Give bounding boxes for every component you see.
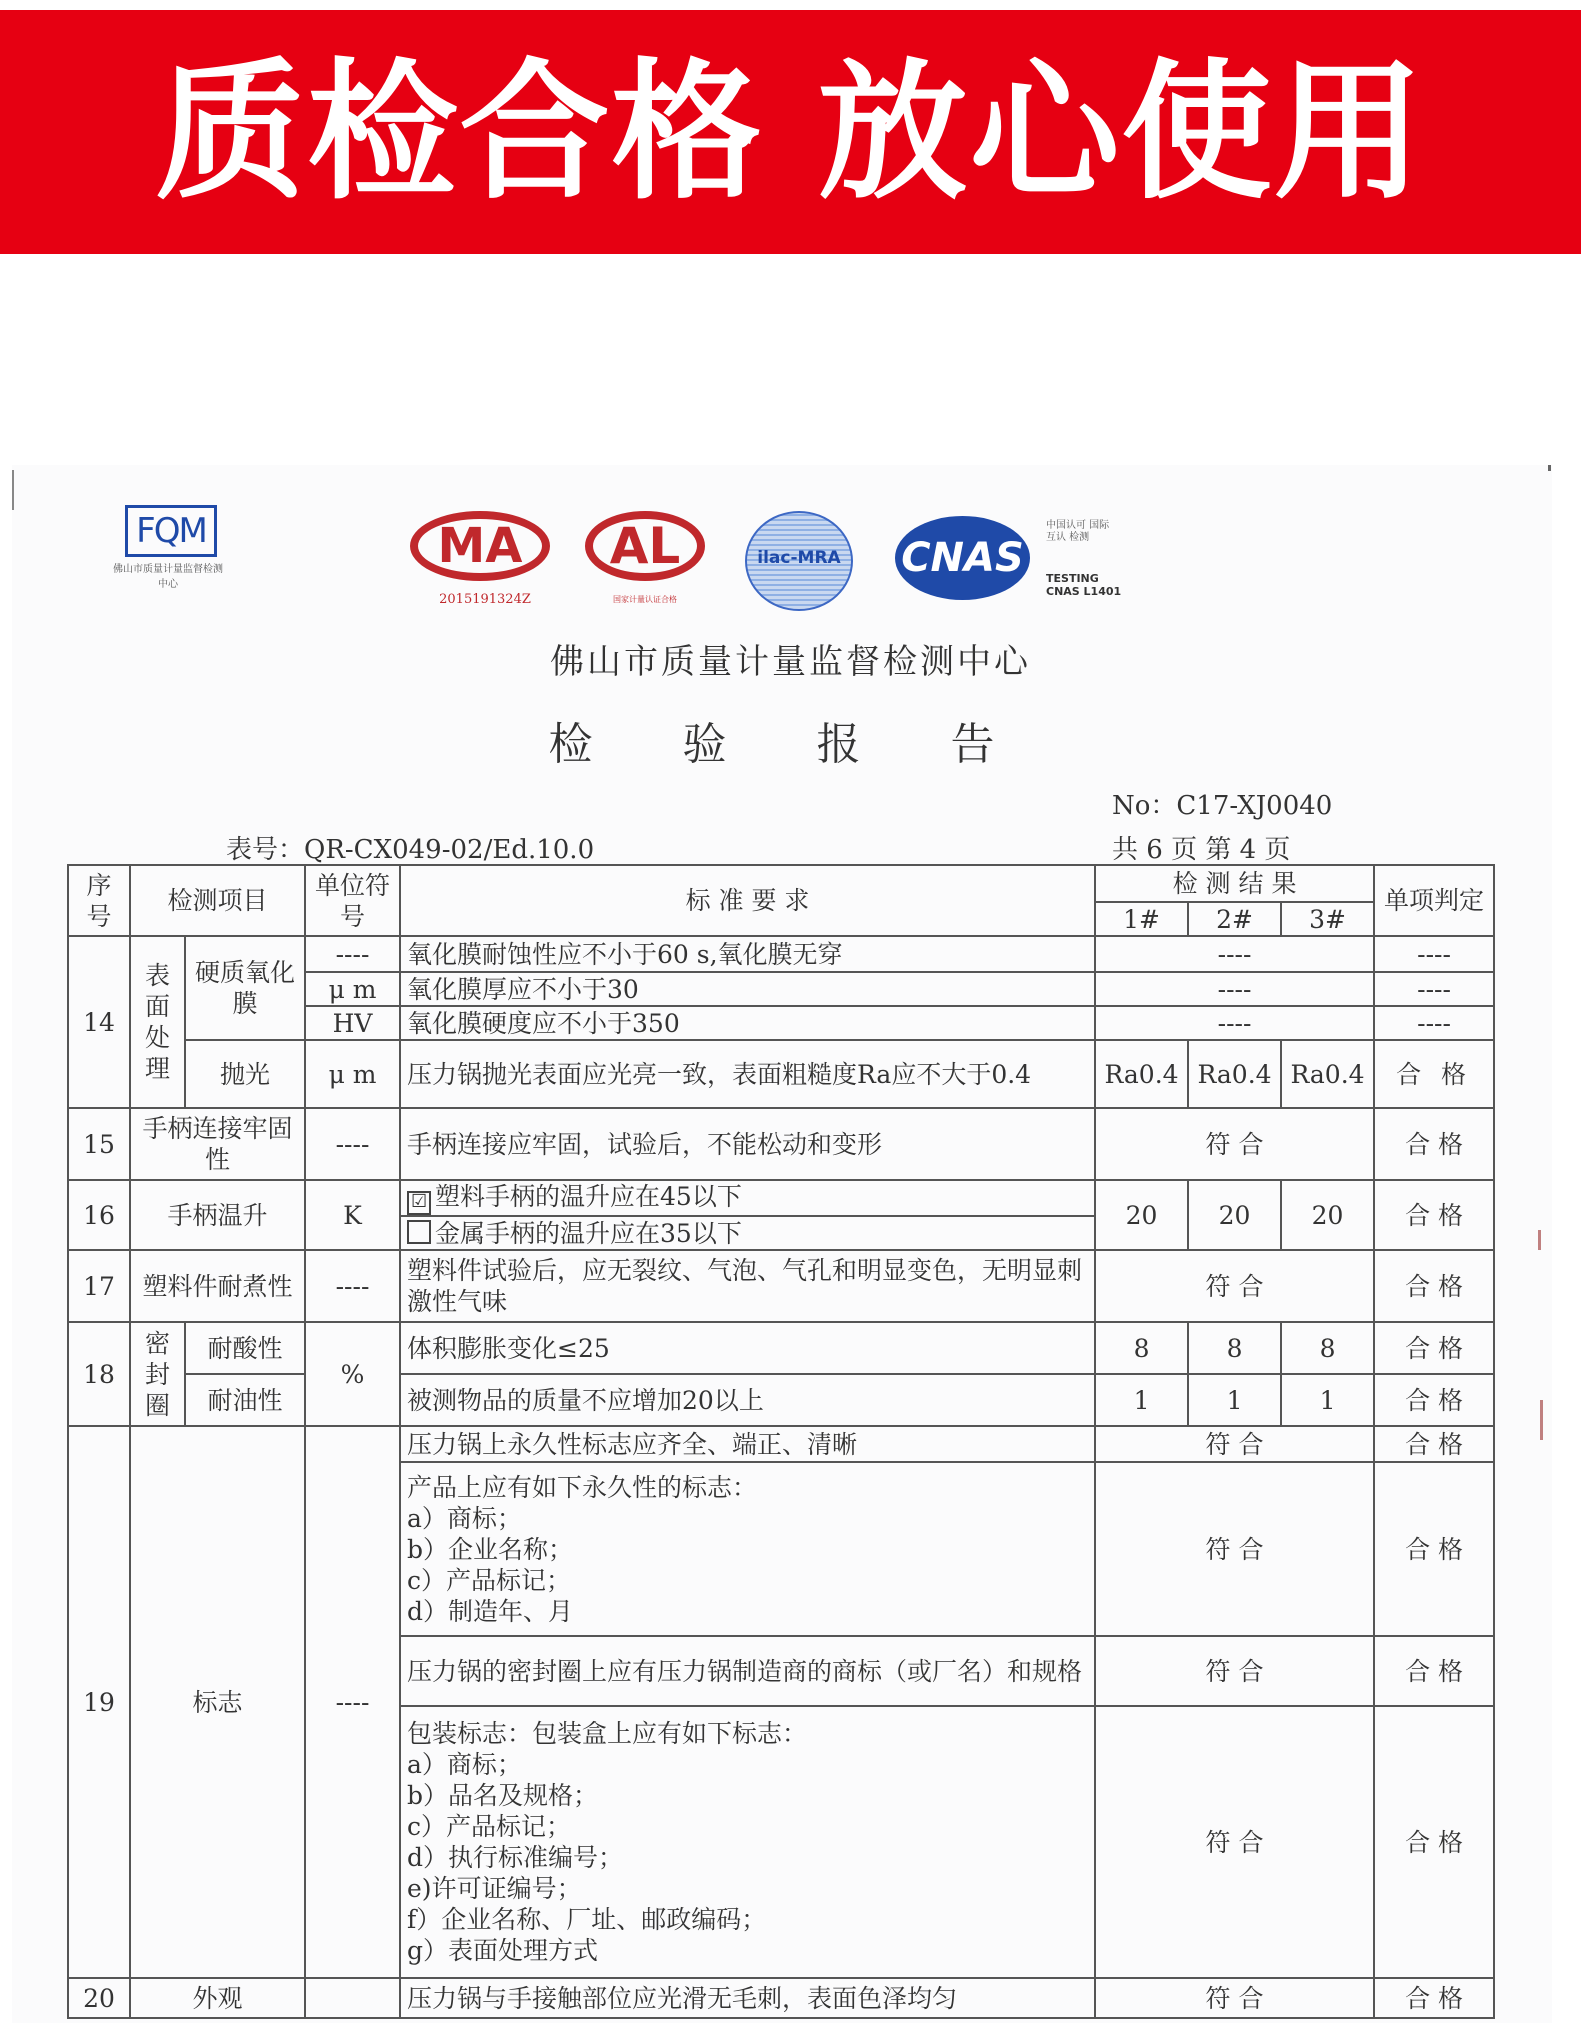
cnas-label: CNAS — [901, 535, 1024, 581]
row14-a1-standard: 氧化膜耐蚀性应不小于60 s,氧化膜无穿 — [400, 936, 1095, 972]
row19-standard-4 — [400, 1706, 1095, 1978]
row16-unit: K — [305, 1180, 400, 1250]
header-standard: 标 准 要 求 — [400, 865, 1095, 936]
report-number: No：C17-XJ0040 — [1112, 791, 1333, 821]
row19-standard-3: 压力锅的密封圈上应有压力锅制造商的商标（或厂名）和规格 — [400, 1636, 1095, 1706]
banner-title: 质检合格 放心使用 — [155, 46, 1426, 220]
cma-logo: MA — [410, 511, 550, 581]
row14-a3-verdict: ---- — [1374, 1006, 1494, 1040]
row18-a-standard: 体积膨胀变化≤25 — [400, 1322, 1095, 1374]
header-sample-1: 1# — [1095, 902, 1188, 936]
row19-verdict-2: 合 格 — [1374, 1462, 1494, 1636]
row14-a1-verdict: ---- — [1374, 936, 1494, 972]
row15-verdict: 合 格 — [1374, 1108, 1494, 1180]
row17-verdict: 合 格 — [1374, 1250, 1494, 1322]
stamp-mark — [1538, 1230, 1541, 1250]
row14-b-verdict: 合 格 — [1374, 1040, 1494, 1108]
cal-logo: AL — [585, 511, 705, 581]
stamp-mark — [1540, 1400, 1543, 1440]
row16-verdict: 合 格 — [1374, 1180, 1494, 1250]
header-item: 检测项目 — [130, 865, 305, 936]
row14-a2-verdict: ---- — [1374, 972, 1494, 1006]
row19-standard-2 — [400, 1462, 1095, 1636]
fqm-caption: 佛山市质量计量监督检测中心 — [113, 564, 223, 590]
row16-standard-metal-text: 金属手柄的温升应在35以下 — [435, 1218, 742, 1248]
row18-b-verdict: 合 格 — [1374, 1374, 1494, 1426]
row16-standard-metal — [400, 1216, 1095, 1250]
cma-number: 2015191324Z — [439, 592, 531, 607]
banner — [0, 10, 1581, 254]
row19-s4-line: e)许可证编号； — [407, 1874, 582, 1903]
header-sample-2: 2# — [1188, 902, 1281, 936]
row14-a1-unit: ---- — [305, 936, 400, 972]
row18-a-item: 耐酸性 — [185, 1322, 305, 1374]
row19-s4-line: 包装标志：包装盒上应有如下标志： — [407, 1719, 808, 1748]
row14-a2-standard: 氧化膜厚应不小于30 — [400, 972, 1095, 1006]
row19-verdict-1: 合 格 — [1374, 1426, 1494, 1462]
row18-b-result-1: 1 — [1095, 1374, 1188, 1426]
row15-unit: ---- — [305, 1108, 400, 1180]
row18-group: 密封圈 — [130, 1322, 185, 1426]
row14-b-standard: 压力锅抛光表面应光亮一致，表面粗糙度Ra应不大于0.4 — [400, 1040, 1095, 1108]
form-number: 表号：QR-CX049-02/Ed.10.0 — [226, 835, 595, 865]
row16-seq: 16 — [68, 1180, 130, 1250]
row14-a2-result: ---- — [1095, 972, 1374, 1006]
header-sample-3: 3# — [1281, 902, 1374, 936]
cnas-testing-label: TESTING — [1046, 572, 1099, 585]
cnas-testing — [1046, 572, 1121, 598]
row19-result-3: 符 合 — [1095, 1636, 1374, 1706]
row16-standard-plastic — [400, 1180, 1095, 1216]
fqm-logo: FQM — [125, 505, 217, 557]
ilac-mra-label: ilac-MRA — [757, 548, 841, 568]
row19-s2-line: b）企业名称； — [407, 1534, 574, 1564]
row16-result-2: 20 — [1188, 1180, 1281, 1250]
document-edge — [12, 470, 14, 510]
row14-b-result-2: Ra0.4 — [1188, 1040, 1281, 1108]
row20-result: 符 合 — [1095, 1978, 1374, 2018]
row14-b-result-1: Ra0.4 — [1095, 1040, 1188, 1108]
checkbox-checked: ☑ — [407, 1191, 431, 1215]
row19-result-4: 符 合 — [1095, 1706, 1374, 1978]
row19-unit: ---- — [305, 1426, 400, 1978]
row17-item: 塑料件耐煮性 — [130, 1250, 305, 1322]
page-counter: 共 6 页 第 4 页 — [1112, 835, 1291, 865]
row18-a-result-2: 8 — [1188, 1322, 1281, 1374]
row19-verdict-3: 合 格 — [1374, 1636, 1494, 1706]
row15-result: 符 合 — [1095, 1108, 1374, 1180]
row19-s4-line: d）执行标准编号； — [407, 1843, 624, 1872]
cnas-side-text: 中国认可 国际互认 检测 — [1046, 520, 1110, 543]
row14-b-result-3: Ra0.4 — [1281, 1040, 1374, 1108]
header-result: 检 测 结 果 — [1095, 865, 1374, 902]
row18-b-result-3: 1 — [1281, 1374, 1374, 1426]
row16-item: 手柄温升 — [130, 1180, 305, 1250]
cnas-code: CNAS L1401 — [1046, 585, 1122, 598]
header-unit: 单位符号 — [305, 865, 400, 936]
row14-sub-b: 抛光 — [185, 1040, 305, 1108]
row14-sub-a: 硬质氧化膜 — [185, 936, 305, 1040]
row15-item: 手柄连接牢固性 — [130, 1108, 305, 1180]
row17-standard: 塑料件试验后，应无裂纹、气泡、气孔和明显变色，无明显刺激性气味 — [400, 1250, 1095, 1322]
row19-item: 标志 — [130, 1426, 305, 1978]
header-verdict: 单项判定 — [1374, 865, 1494, 936]
row19-s4-line: c）产品标记； — [407, 1812, 572, 1841]
row19-standard-1: 压力锅上永久性标志应齐全、端正、清晰 — [400, 1426, 1095, 1462]
row14-seq: 14 — [68, 936, 130, 1108]
row19-s4-line: f）企业名称、厂址、邮政编码； — [407, 1905, 767, 1934]
row15-standard: 手柄连接应牢固，试验后，不能松动和变形 — [400, 1108, 1095, 1180]
row18-a-verdict: 合 格 — [1374, 1322, 1494, 1374]
organization-name: 佛山市质量计量监督检测中心 — [550, 642, 1031, 682]
document-corner — [1548, 465, 1551, 471]
row18-b-result-2: 1 — [1188, 1374, 1281, 1426]
row20-verdict: 合 格 — [1374, 1978, 1494, 2018]
cal-caption: 国家计量认证合格 — [613, 595, 677, 604]
row18-seq: 18 — [68, 1322, 130, 1426]
row19-s4-line: b）品名及规格； — [407, 1781, 599, 1810]
row18-a-result-1: 8 — [1095, 1322, 1188, 1374]
row19-verdict-4: 合 格 — [1374, 1706, 1494, 1978]
row15-seq: 15 — [68, 1108, 130, 1180]
row14-a3-standard: 氧化膜硬度应不小于350 — [400, 1006, 1095, 1040]
row19-s4-line: a）商标； — [407, 1750, 522, 1779]
report-title: 检 验 报 告 — [548, 719, 1033, 770]
row19-s2-line: a）商标； — [407, 1503, 522, 1533]
row14-a1-result: ---- — [1095, 936, 1374, 972]
row19-seq: 19 — [68, 1426, 130, 1978]
row14-a3-unit: HV — [305, 1006, 400, 1040]
row20-seq: 20 — [68, 1978, 130, 2018]
row19-result-2: 符 合 — [1095, 1462, 1374, 1636]
row17-seq: 17 — [68, 1250, 130, 1322]
header-seq: 序号 — [68, 865, 130, 936]
row18-b-standard: 被测物品的质量不应增加20以上 — [400, 1374, 1095, 1426]
row16-result-1: 20 — [1095, 1180, 1188, 1250]
row18-b-item: 耐油性 — [185, 1374, 305, 1426]
row19-result-1: 符 合 — [1095, 1426, 1374, 1462]
row14-group: 表面处理 — [130, 936, 185, 1108]
row20-unit — [305, 1978, 400, 2018]
row18-unit: % — [305, 1322, 400, 1426]
row18-a-result-3: 8 — [1281, 1322, 1374, 1374]
row16-result-3: 20 — [1281, 1180, 1374, 1250]
row14-a2-unit: μ m — [305, 972, 400, 1006]
row20-item: 外观 — [130, 1978, 305, 2018]
checkbox-unchecked — [407, 1220, 431, 1244]
row19-s2-line: c）产品标记； — [407, 1565, 572, 1595]
row17-result: 符 合 — [1095, 1250, 1374, 1322]
inspection-table — [67, 864, 1495, 2023]
row19-s2-line: d）制造年、月 — [407, 1596, 574, 1626]
row14-a3-result: ---- — [1095, 1006, 1374, 1040]
row19-s4-line: g）表面处理方式 — [407, 1936, 599, 1965]
row16-standard-plastic-text: 塑料手柄的温升应在45以下 — [435, 1182, 742, 1211]
row14-b-unit: μ m — [305, 1040, 400, 1108]
row19-s2-line: 产品上应有如下永久性的标志： — [407, 1472, 758, 1502]
row17-unit: ---- — [305, 1250, 400, 1322]
row20-standard: 压力锅与手接触部位应光滑无毛刺，表面色泽均匀 — [400, 1978, 1095, 2018]
